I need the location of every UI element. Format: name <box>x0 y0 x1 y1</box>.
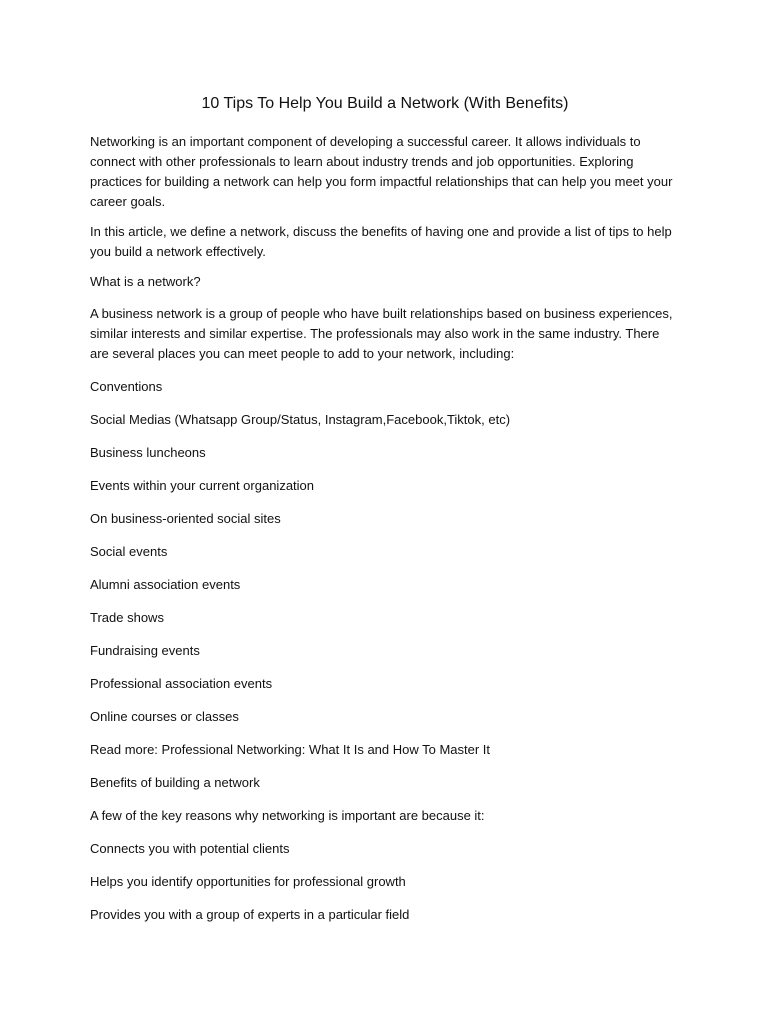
place-item: Trade shows <box>90 610 164 625</box>
document-page <box>90 93 680 938</box>
place-item: Professional association events <box>90 676 273 691</box>
benefits-heading: Benefits of building a network <box>90 775 260 790</box>
read-more-line: Read more: Professional Networking: What It Is and How To Master It <box>90 742 491 757</box>
reason-item: Connects you with potential clients <box>90 841 290 856</box>
place-item: Alumni association events <box>90 577 241 592</box>
reason-item: Helps you identify opportunities for professional growth <box>90 874 406 889</box>
what-is-network-heading: What is a network? <box>90 274 201 289</box>
intro-paragraph: Networking is an important component of developing a successful career. It allows individuals to connect with other professionals to learn about industry trends and job opportunities. Exploring practices for building a network can help you form impactful relationships that can help you meet your career goals. <box>90 134 673 209</box>
place-item: Social Medias (Whatsapp Group/Status, Instagram,Facebook,Tiktok, etc) <box>90 412 511 427</box>
place-item: Social events <box>90 544 168 559</box>
article-paragraph: In this article, we define a network, discuss the benefits of having one and provide a list of tips to help you build a network effectively. <box>90 224 672 259</box>
definition-paragraph: A business network is a group of people who have built relationships based on business experiences, similar interests and similar expertise. The professionals may also work in the same industry. There are several places you can meet people to add to your network, including: <box>90 306 673 361</box>
place-item: Online courses or classes <box>90 709 239 724</box>
place-item: Business luncheons <box>90 445 206 460</box>
document-title: 10 Tips To Help You Build a Network (With Benefits) <box>201 95 569 112</box>
reason-item: Provides you with a group of experts in a particular field <box>90 907 410 922</box>
place-item: Events within your current organization <box>90 478 315 493</box>
place-item: Conventions <box>90 379 163 394</box>
place-item: On business-oriented social sites <box>90 511 281 526</box>
place-item: Fundraising events <box>90 643 200 658</box>
reasons-intro: A few of the key reasons why networking is important are because it: <box>90 808 485 823</box>
